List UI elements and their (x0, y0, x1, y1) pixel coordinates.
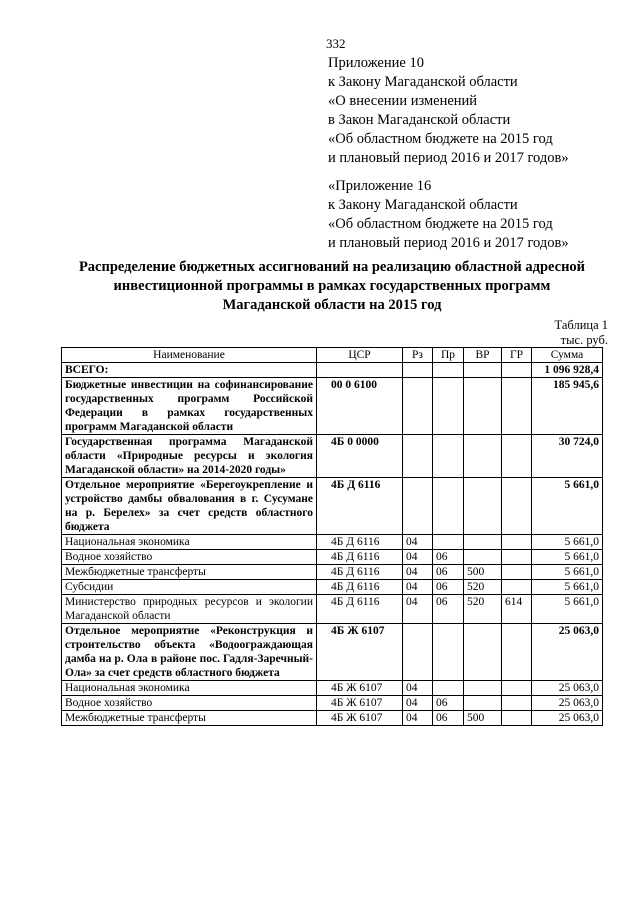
cell-vr (464, 550, 502, 565)
cell-rz: 04 (403, 580, 433, 595)
table-row (62, 478, 603, 535)
table-row (62, 550, 603, 565)
document-title-line: инвестиционной программы в рамках государственных программ (113, 278, 551, 294)
table-row (62, 595, 603, 624)
cell-rz (403, 363, 433, 378)
cell-sum: 5 661,0 (532, 565, 603, 580)
cell-vr: 520 (464, 595, 502, 624)
appendix-prev-header (328, 177, 569, 253)
cell-rz (403, 435, 433, 478)
cell-pr (433, 378, 464, 435)
cell-pr: 06 (433, 550, 464, 565)
cell-csr: 4Б 0 0000 (317, 435, 403, 478)
cell-sum: 25 063,0 (532, 681, 603, 696)
cell-rz (403, 378, 433, 435)
cell-csr: 4Б Ж 6107 (317, 696, 403, 711)
cell-csr: 4Б Ж 6107 (317, 681, 403, 696)
cell-pr (433, 363, 464, 378)
cell-sum: 5 661,0 (532, 580, 603, 595)
table-header-row (62, 348, 603, 363)
table-row-total (62, 363, 603, 378)
cell-vr: 500 (464, 711, 502, 726)
cell-pr: 06 (433, 565, 464, 580)
cell-sum: 185 945,6 (532, 378, 603, 435)
header-csr: ЦСР (317, 348, 403, 363)
cell-vr (464, 535, 502, 550)
header-vr: ВР (464, 348, 502, 363)
cell-csr: 4Б Ж 6107 (317, 711, 403, 726)
cell-name: Бюджетные инвестиции на софинансирование государственных программ Российской Федерации в рамках государственных программ Магаданской области (62, 378, 317, 435)
appendix-main-line: и плановый период 2016 и 2017 годов» (328, 150, 569, 166)
table-row (62, 696, 603, 711)
cell-gr (502, 550, 532, 565)
cell-name: Водное хозяйство (62, 550, 317, 565)
cell-pr (433, 681, 464, 696)
cell-pr: 06 (433, 580, 464, 595)
cell-csr: 4Б Д 6116 (317, 535, 403, 550)
cell-vr (464, 681, 502, 696)
cell-sum: 5 661,0 (532, 550, 603, 565)
cell-gr (502, 580, 532, 595)
cell-gr (502, 535, 532, 550)
cell-pr (433, 435, 464, 478)
cell-vr (464, 435, 502, 478)
cell-gr: 614 (502, 595, 532, 624)
table-row (62, 580, 603, 595)
cell-vr: 520 (464, 580, 502, 595)
cell-gr (502, 711, 532, 726)
cell-name: Государственная программа Магаданской области «Природные ресурсы и экология Магаданской области» на 2014-2020 годы» (62, 435, 317, 478)
header-name: Наименование (62, 348, 317, 363)
cell-pr: 06 (433, 595, 464, 624)
cell-name: Министерство природных ресурсов и экологии Магаданской области (62, 595, 317, 624)
cell-vr: 500 (464, 565, 502, 580)
cell-gr (502, 435, 532, 478)
cell-sum: 25 063,0 (532, 696, 603, 711)
cell-gr (502, 696, 532, 711)
table-caption: Таблица 1 (554, 318, 608, 332)
appendix-prev-line: «Приложение 16 (328, 178, 432, 194)
cell-name: Национальная экономика (62, 535, 317, 550)
cell-pr: 06 (433, 696, 464, 711)
header-sum: Сумма (532, 348, 603, 363)
cell-vr (464, 624, 502, 681)
appendix-main-line: к Закону Магаданской области (328, 74, 518, 90)
table-row (62, 565, 603, 580)
appendix-main-line: Приложение 10 (328, 55, 424, 71)
cell-gr (502, 378, 532, 435)
cell-rz: 04 (403, 565, 433, 580)
cell-rz: 04 (403, 535, 433, 550)
appendix-prev-line: «Об областном бюджете на 2015 год (328, 216, 553, 232)
table-row (62, 535, 603, 550)
table-row (62, 624, 603, 681)
cell-vr (464, 378, 502, 435)
cell-csr: 4Б Ж 6107 (317, 624, 403, 681)
cell-rz: 04 (403, 681, 433, 696)
cell-csr: 00 0 6100 (317, 378, 403, 435)
cell-sum: 25 063,0 (532, 624, 603, 681)
page-number: 332 (326, 36, 346, 51)
cell-vr (464, 478, 502, 535)
cell-pr (433, 535, 464, 550)
table-row (62, 681, 603, 696)
cell-rz (403, 624, 433, 681)
cell-csr: 4Б Д 6116 (317, 550, 403, 565)
header-pr: Пр (433, 348, 464, 363)
document-title (62, 258, 602, 315)
cell-csr: 4Б Д 6116 (317, 478, 403, 535)
appendix-main-header (328, 54, 569, 168)
cell-pr (433, 478, 464, 535)
cell-csr: 4Б Д 6116 (317, 595, 403, 624)
cell-csr (317, 363, 403, 378)
cell-name: Отдельное мероприятие «Берегоукрепление и устройство дамбы обвалования в г. Сусумане на р. Берелех» за счет средств областного бюджета (62, 478, 317, 535)
cell-sum: 1 096 928,4 (532, 363, 603, 378)
header-gr: ГР (502, 348, 532, 363)
cell-csr: 4Б Д 6116 (317, 580, 403, 595)
cell-gr (502, 565, 532, 580)
cell-sum: 5 661,0 (532, 595, 603, 624)
budget-table (61, 347, 603, 726)
cell-name: Межбюджетные трансферты (62, 565, 317, 580)
cell-sum: 5 661,0 (532, 535, 603, 550)
units-label: тыс. руб. (560, 333, 608, 347)
cell-gr (502, 624, 532, 681)
cell-rz: 04 (403, 595, 433, 624)
appendix-prev-line: к Закону Магаданской области (328, 197, 518, 213)
cell-rz (403, 478, 433, 535)
cell-rz: 04 (403, 696, 433, 711)
appendix-main-line: «Об областном бюджете на 2015 год (328, 131, 553, 147)
appendix-prev-line: и плановый период 2016 и 2017 годов» (328, 235, 569, 251)
appendix-main-line: «О внесении изменений (328, 93, 478, 109)
document-title-line: Распределение бюджетных ассигнований на реализацию областной адресной (78, 259, 586, 275)
table-row (62, 711, 603, 726)
cell-csr: 4Б Д 6116 (317, 565, 403, 580)
cell-gr (502, 681, 532, 696)
cell-sum: 25 063,0 (532, 711, 603, 726)
cell-rz: 04 (403, 550, 433, 565)
cell-pr: 06 (433, 711, 464, 726)
cell-vr (464, 696, 502, 711)
cell-vr (464, 363, 502, 378)
cell-name: Межбюджетные трансферты (62, 711, 317, 726)
appendix-main-line: в Закон Магаданской области (328, 112, 511, 128)
cell-name: ВСЕГО: (62, 363, 317, 378)
cell-pr (433, 624, 464, 681)
table-row (62, 378, 603, 435)
cell-sum: 30 724,0 (532, 435, 603, 478)
cell-name: Национальная экономика (62, 681, 317, 696)
cell-name: Субсидии (62, 580, 317, 595)
header-rz: Рз (403, 348, 433, 363)
cell-gr (502, 363, 532, 378)
cell-name: Отдельное мероприятие «Реконструкция и строительство объекта «Водоограждающая дамба на р. Ола в районе пос. Гадля-Заречный-Ола» за счет средств областного бюджета (62, 624, 317, 681)
cell-rz: 04 (403, 711, 433, 726)
document-title-line: Магаданской области на 2015 год (222, 297, 442, 313)
table-row (62, 435, 603, 478)
cell-sum: 5 661,0 (532, 478, 603, 535)
cell-gr (502, 478, 532, 535)
cell-name: Водное хозяйство (62, 696, 317, 711)
